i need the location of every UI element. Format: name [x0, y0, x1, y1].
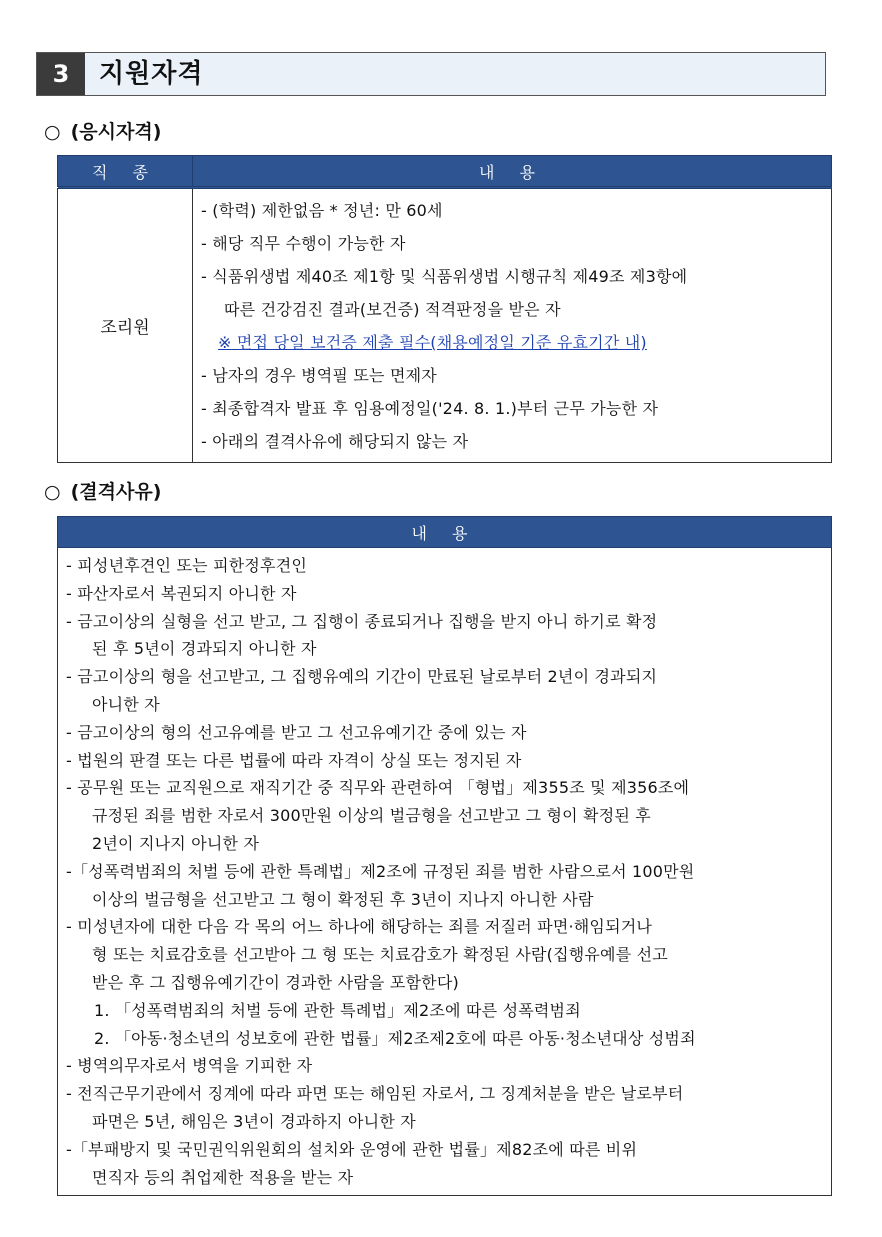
circle-bullet-icon: ○ [44, 121, 61, 143]
qualifications-heading [44, 117, 161, 144]
list-item: - 법원의 판결 또는 다른 법률에 따라 자격이 상실 또는 정지된 자 [66, 750, 522, 770]
qualification-lines [193, 188, 832, 463]
list-item: 따른 건강검진 결과(보건증) 적격판정을 받은 자 [224, 300, 561, 319]
list-item: - 금고이상의 실형을 선고 받고, 그 집행이 종료되거나 집행을 받지 아니 하기로 확정 [66, 611, 658, 631]
list-item: - 파산자로서 복권되지 아니한 자 [66, 583, 297, 603]
disqualifications-heading [44, 477, 161, 504]
list-item: 2. 「아동·청소년의 성보호에 관한 법률」제2조제2호에 따른 아동·청소년대상 성범죄 [94, 1028, 696, 1048]
header-job: 직 종 [58, 156, 193, 188]
list-item: 파면은 5년, 해임은 3년이 경과하지 아니한 자 [92, 1111, 416, 1131]
list-item: - 병역의무자로서 병역을 기피한 자 [66, 1056, 313, 1076]
section-number: 3 [37, 53, 85, 95]
qualifications-heading-text: (응시자격) [70, 121, 162, 143]
list-item: - 아래의 결격사유에 해당되지 않는 자 [201, 432, 469, 451]
list-item: 아니한 자 [92, 694, 160, 714]
list-item: 된 후 5년이 경과되지 아니한 자 [92, 639, 317, 659]
disqualifications-heading-text: (결격사유) [70, 481, 162, 503]
list-item: - 공무원 또는 교직원으로 재직기간 중 직무와 관련하여 「형법」제355조 및 제356조에 [66, 778, 690, 798]
list-item: - (학력) 제한없음 * 정년: 만 60세 [201, 201, 443, 220]
list-item: 2년이 지나지 아니한 자 [92, 833, 260, 853]
list-item: - 최종합격자 발표 후 임용예정일('24. 8. 1.)부터 근무 가능한 자 [201, 399, 659, 418]
circle-bullet-icon: ○ [44, 481, 61, 503]
list-item: - 금고이상의 형을 선고받고, 그 집행유예의 기간이 만료된 날로부터 2년이 경과되지 [66, 667, 658, 687]
qualifications-table [57, 155, 832, 463]
list-item: - 식품위생법 제40조 제1항 및 식품위생법 시행규칙 제49조 제3항에 [201, 267, 688, 286]
disqualification-lines [58, 548, 832, 1196]
list-item: - 해당 직무 수행이 가능한 자 [201, 234, 406, 253]
header-content: 내 용 [193, 156, 832, 188]
list-item: 면직자 등의 취업제한 적용을 받는 자 [92, 1167, 354, 1187]
list-item: 1. 「성폭력범죄의 처벌 등에 관한 특례법」제2조에 따른 성폭력범죄 [94, 1000, 581, 1020]
list-item: -「성폭력범죄의 처벌 등에 관한 특례법」제2조에 규정된 죄를 범한 사람으로서 100만원 [66, 861, 695, 881]
section-header [36, 52, 826, 96]
note-line: ※ 면접 당일 보건증 제출 필수(채용예정일 기준 유효기간 내) [218, 333, 647, 352]
disqualifications-table [57, 516, 832, 1196]
list-item: - 전직근무기관에서 징계에 따라 파면 또는 해임된 자로서, 그 징계처분을 받은 날로부터 [66, 1084, 684, 1104]
list-item: 이상의 벌금형을 선고받고 그 형이 확정된 후 3년이 지나지 아니한 사람 [92, 889, 594, 909]
list-item: - 피성년후견인 또는 피한정후견인 [66, 556, 308, 575]
list-item: - 남자의 경우 병역필 또는 면제자 [201, 366, 437, 385]
section-title: 지원자격 [99, 59, 204, 89]
list-item: 형 또는 치료감호를 선고받아 그 형 또는 치료감호가 확정된 사람(집행유예를 선고 [92, 945, 668, 965]
list-item: 규정된 죄를 범한 자로서 300만원 이상의 벌금형을 선고받고 그 형이 확정된 후 [92, 806, 651, 826]
list-item: 받은 후 그 집행유예기간이 경과한 사람을 포함한다) [92, 972, 459, 992]
list-item: -「부패방지 및 국민권익위원회의 설치와 운영에 관한 법률」제82조에 따른 비위 [66, 1139, 638, 1159]
header-content: 내 용 [58, 517, 832, 548]
job-cell: 조리원 [58, 188, 193, 463]
list-item: - 금고이상의 형의 선고유예를 받고 그 선고유예기간 중에 있는 자 [66, 722, 527, 742]
list-item: - 미성년자에 대한 다음 각 목의 어느 하나에 해당하는 죄를 저질러 파면·해임되거나 [66, 917, 653, 937]
